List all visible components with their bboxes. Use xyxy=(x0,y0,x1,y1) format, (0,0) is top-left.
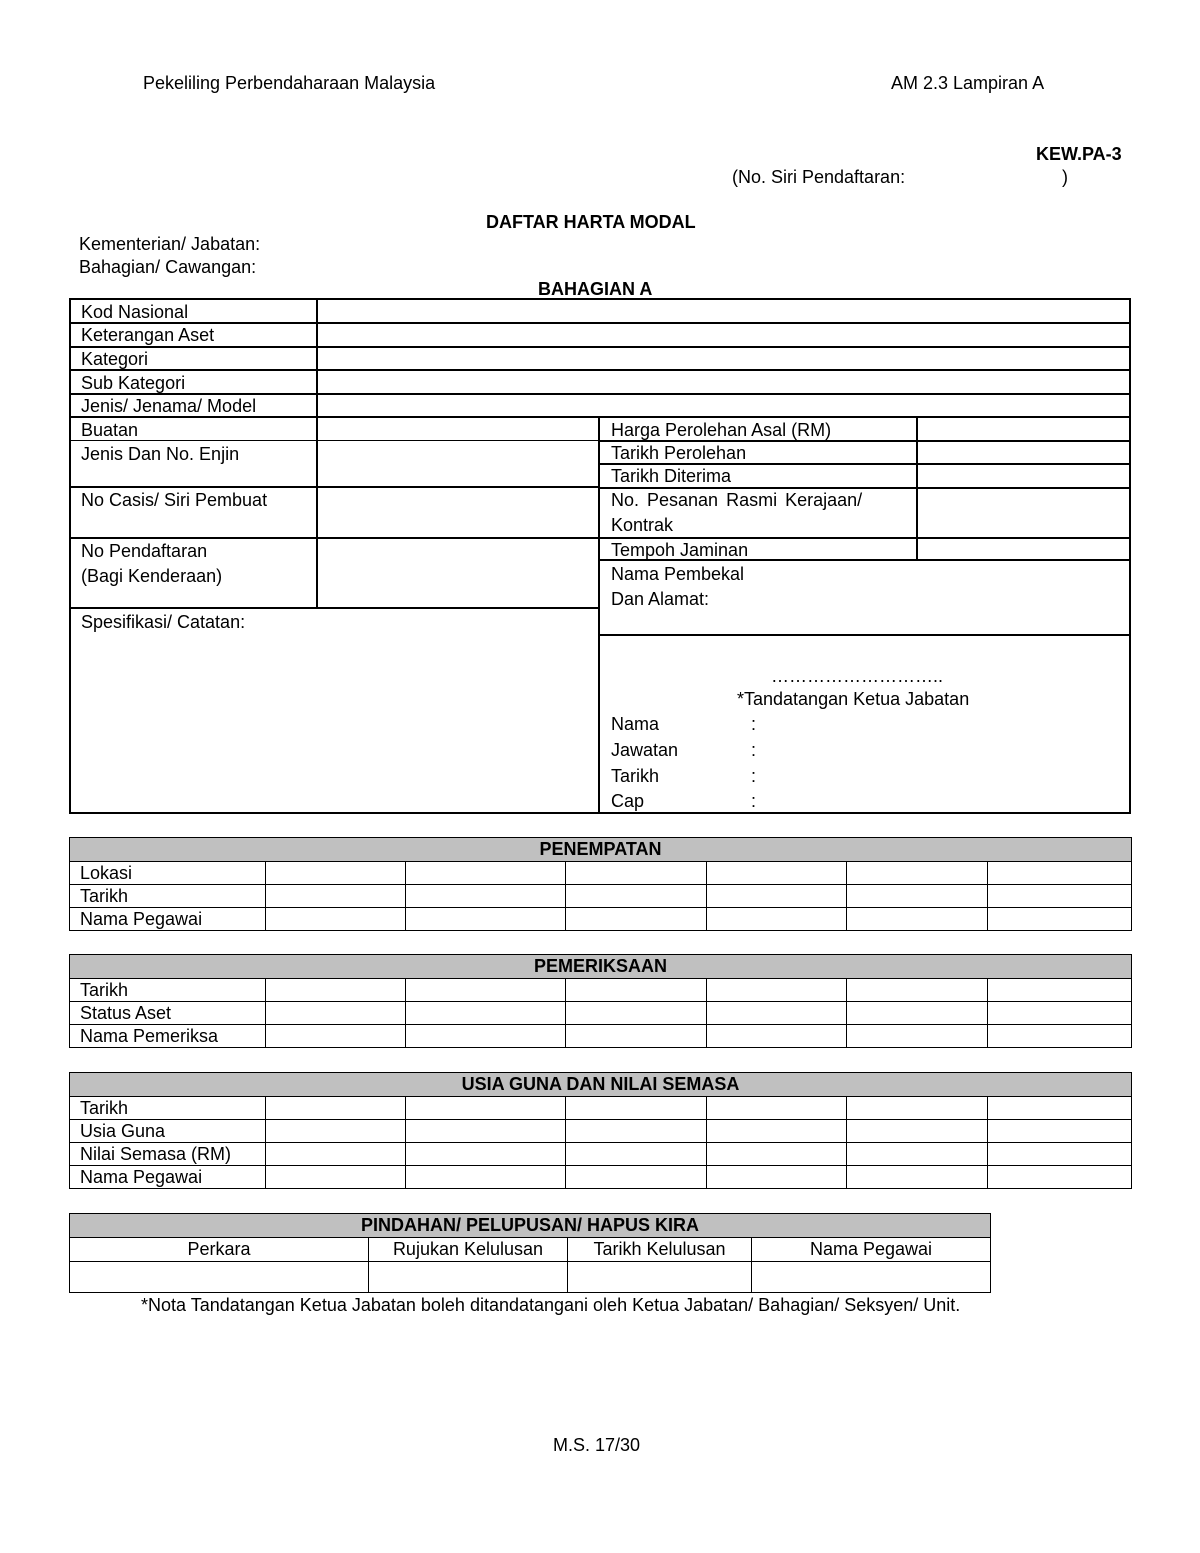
cell[interactable] xyxy=(566,1166,707,1189)
signature-colon: : xyxy=(751,766,757,786)
col-nama-pegawai: Nama Pegawai xyxy=(752,1238,991,1262)
serial-label: (No. Siri Pendaftaran: xyxy=(732,167,906,187)
cell[interactable] xyxy=(988,1143,1132,1166)
jenis-jenama-model-field[interactable] xyxy=(318,395,1128,416)
cell[interactable] xyxy=(988,1097,1132,1120)
table-row xyxy=(70,1166,1132,1189)
cell[interactable] xyxy=(847,862,988,885)
signature-nama-label: Nama xyxy=(611,714,660,734)
page-number: M.S. 17/30 xyxy=(553,1435,641,1455)
row-label: Nama Pemeriksa xyxy=(70,1025,266,1048)
header-left: Pekeliling Perbendaharaan Malaysia xyxy=(143,73,436,93)
cell[interactable] xyxy=(406,1120,566,1143)
pemeriksaan-table xyxy=(69,954,1132,1048)
cell[interactable] xyxy=(707,1143,847,1166)
division-label: Bahagian/ Cawangan: xyxy=(79,257,257,277)
cell[interactable] xyxy=(707,1025,847,1048)
cell[interactable] xyxy=(847,908,988,931)
cell[interactable] xyxy=(568,1262,752,1293)
cell[interactable] xyxy=(707,862,847,885)
pindahan-table xyxy=(69,1213,991,1293)
row-label: Status Aset xyxy=(70,1002,266,1025)
signature-dots: ……………………….. xyxy=(771,666,944,686)
tarikh-perolehan-field[interactable] xyxy=(918,442,1128,463)
cell[interactable] xyxy=(406,908,566,931)
table-row xyxy=(70,1002,1132,1025)
cell[interactable] xyxy=(988,862,1132,885)
cell[interactable] xyxy=(988,908,1132,931)
row-label: Nilai Semasa (RM) xyxy=(70,1143,266,1166)
cell[interactable] xyxy=(406,1002,566,1025)
label-dan-alamat: Dan Alamat: xyxy=(611,589,710,609)
label-tempoh-jaminan: Tempoh Jaminan xyxy=(611,540,749,560)
sub-kategori-field[interactable] xyxy=(318,371,1128,393)
label-no-pesanan: No. Pesanan Rasmi Kerajaan/ xyxy=(611,490,863,510)
table-row xyxy=(70,1143,1132,1166)
col-tarikh-kelulusan: Tarikh Kelulusan xyxy=(568,1238,752,1262)
cell[interactable] xyxy=(566,862,707,885)
table-row xyxy=(70,1025,1132,1048)
cell[interactable] xyxy=(707,885,847,908)
tarikh-diterima-field[interactable] xyxy=(918,465,1128,487)
pindahan-title: PINDAHAN/ PELUPUSAN/ HAPUS KIRA xyxy=(70,1214,991,1238)
signature-colon: : xyxy=(751,714,757,734)
cell[interactable] xyxy=(566,1002,707,1025)
cell[interactable] xyxy=(847,1143,988,1166)
table-row xyxy=(70,1262,991,1293)
cell[interactable] xyxy=(369,1262,568,1293)
cell[interactable] xyxy=(266,1097,406,1120)
label-spesifikasi: Spesifikasi/ Catatan: xyxy=(81,612,246,632)
label-keterangan-aset: Keterangan Aset xyxy=(81,325,215,345)
cell[interactable] xyxy=(707,908,847,931)
cell[interactable] xyxy=(566,1097,707,1120)
cell[interactable] xyxy=(847,1166,988,1189)
cell[interactable] xyxy=(70,1262,369,1293)
cell[interactable] xyxy=(266,885,406,908)
cell[interactable] xyxy=(266,1002,406,1025)
penempatan-title: PENEMPATAN xyxy=(70,838,1132,862)
cell[interactable] xyxy=(406,885,566,908)
cell[interactable] xyxy=(988,1025,1132,1048)
table-row xyxy=(70,908,1132,931)
row-label: Tarikh xyxy=(70,1097,266,1120)
signature-jawatan-label: Jawatan xyxy=(611,740,679,760)
cell[interactable] xyxy=(406,1166,566,1189)
cell[interactable] xyxy=(266,862,406,885)
tempoh-jaminan-field[interactable] xyxy=(918,539,1128,559)
cell[interactable] xyxy=(707,1097,847,1120)
kategori-field[interactable] xyxy=(318,348,1128,369)
table-row xyxy=(70,862,1132,885)
form-code: KEW.PA-3 xyxy=(1036,144,1122,164)
pemeriksaan-title: PEMERIKSAAN xyxy=(70,955,1132,979)
spesifikasi-field[interactable] xyxy=(72,634,598,812)
signature-tarikh-label: Tarikh xyxy=(611,766,660,786)
cell[interactable] xyxy=(847,1097,988,1120)
header-right: AM 2.3 Lampiran A xyxy=(891,73,1045,93)
label-bagi-kenderaan: (Bagi Kenderaan) xyxy=(81,566,223,586)
cell[interactable] xyxy=(707,1166,847,1189)
cell[interactable] xyxy=(847,1002,988,1025)
cell[interactable] xyxy=(752,1262,991,1293)
kod-nasional-field[interactable] xyxy=(318,300,1128,322)
cell[interactable] xyxy=(847,1025,988,1048)
signature-colon: : xyxy=(751,740,757,760)
footnote: *Nota Tandatangan Ketua Jabatan boleh ditandatangani oleh Ketua Jabatan/ Bahagian/ Seksyen/ Unit. xyxy=(141,1295,961,1315)
row-label: Tarikh xyxy=(70,885,266,908)
signature-colon: : xyxy=(751,791,757,811)
section-a-title: BAHAGIAN A xyxy=(538,279,653,299)
signature-label: *Tandatangan Ketua Jabatan xyxy=(737,689,970,709)
cell[interactable] xyxy=(566,885,707,908)
table-row xyxy=(70,979,1132,1002)
cell[interactable] xyxy=(988,1166,1132,1189)
label-tarikh-perolehan: Tarikh Perolehan xyxy=(611,443,747,463)
row-label: Tarikh xyxy=(70,979,266,1002)
cell[interactable] xyxy=(266,1025,406,1048)
penempatan-table xyxy=(69,837,1132,931)
cell[interactable] xyxy=(707,979,847,1002)
label-kod-nasional: Kod Nasional xyxy=(81,302,189,322)
cell[interactable] xyxy=(988,1120,1132,1143)
cell[interactable] xyxy=(988,1002,1132,1025)
harga-perolehan-field[interactable] xyxy=(918,418,1128,440)
col-perkara: Perkara xyxy=(70,1238,369,1262)
no-casis-field[interactable] xyxy=(318,488,598,537)
cell[interactable] xyxy=(266,979,406,1002)
no-pendaftaran-field[interactable] xyxy=(318,539,598,607)
row-label: Nama Pegawai xyxy=(70,908,266,931)
ministry-label: Kementerian/ Jabatan: xyxy=(79,234,261,254)
cell[interactable] xyxy=(847,885,988,908)
cell[interactable] xyxy=(988,979,1132,1002)
label-jenis-jenama-model: Jenis/ Jenama/ Model xyxy=(81,396,257,416)
table-header-row xyxy=(70,1238,991,1262)
cell[interactable] xyxy=(266,1143,406,1166)
cell[interactable] xyxy=(266,1166,406,1189)
cell[interactable] xyxy=(707,1002,847,1025)
cell[interactable] xyxy=(266,1120,406,1143)
cell[interactable] xyxy=(847,979,988,1002)
serial-close: ) xyxy=(1062,167,1068,187)
cell[interactable] xyxy=(847,1120,988,1143)
label-no-casis: No Casis/ Siri Pembuat xyxy=(81,490,268,510)
cell[interactable] xyxy=(566,908,707,931)
cell[interactable] xyxy=(988,885,1132,908)
no-pesanan-field[interactable] xyxy=(918,489,1128,537)
row-label: Nama Pegawai xyxy=(70,1166,266,1189)
row-label: Lokasi xyxy=(70,862,266,885)
jenis-no-enjin-field[interactable] xyxy=(318,441,598,486)
cell[interactable] xyxy=(707,1120,847,1143)
cell[interactable] xyxy=(406,862,566,885)
label-kategori: Kategori xyxy=(81,349,149,369)
signature-cap-label: Cap xyxy=(611,791,645,811)
cell[interactable] xyxy=(406,1143,566,1166)
table-row xyxy=(70,885,1132,908)
cell[interactable] xyxy=(266,908,406,931)
col-rujukan-kelulusan: Rujukan Kelulusan xyxy=(369,1238,568,1262)
keterangan-aset-field[interactable] xyxy=(318,324,1128,346)
buatan-field[interactable] xyxy=(318,418,598,440)
usia-table xyxy=(69,1072,1132,1189)
cell[interactable] xyxy=(566,1120,707,1143)
cell[interactable] xyxy=(406,1025,566,1048)
label-harga-perolehan: Harga Perolehan Asal (RM) xyxy=(611,420,832,440)
label-kontrak: Kontrak xyxy=(611,515,674,535)
page-title: DAFTAR HARTA MODAL xyxy=(486,212,696,232)
table-row xyxy=(70,1097,1132,1120)
label-buatan: Buatan xyxy=(81,420,139,440)
label-nama-pembekal: Nama Pembekal xyxy=(611,564,745,584)
row-label: Usia Guna xyxy=(70,1120,266,1143)
label-sub-kategori: Sub Kategori xyxy=(81,373,186,393)
label-no-pendaftaran: No Pendaftaran xyxy=(81,541,208,561)
label-jenis-no-enjin: Jenis Dan No. Enjin xyxy=(81,444,240,464)
cell[interactable] xyxy=(566,1025,707,1048)
label-tarikh-diterima: Tarikh Diterima xyxy=(611,466,732,486)
cell[interactable] xyxy=(566,979,707,1002)
cell[interactable] xyxy=(566,1143,707,1166)
cell[interactable] xyxy=(406,1097,566,1120)
cell[interactable] xyxy=(406,979,566,1002)
table-row xyxy=(70,1120,1132,1143)
usia-title: USIA GUNA DAN NILAI SEMASA xyxy=(70,1073,1132,1097)
